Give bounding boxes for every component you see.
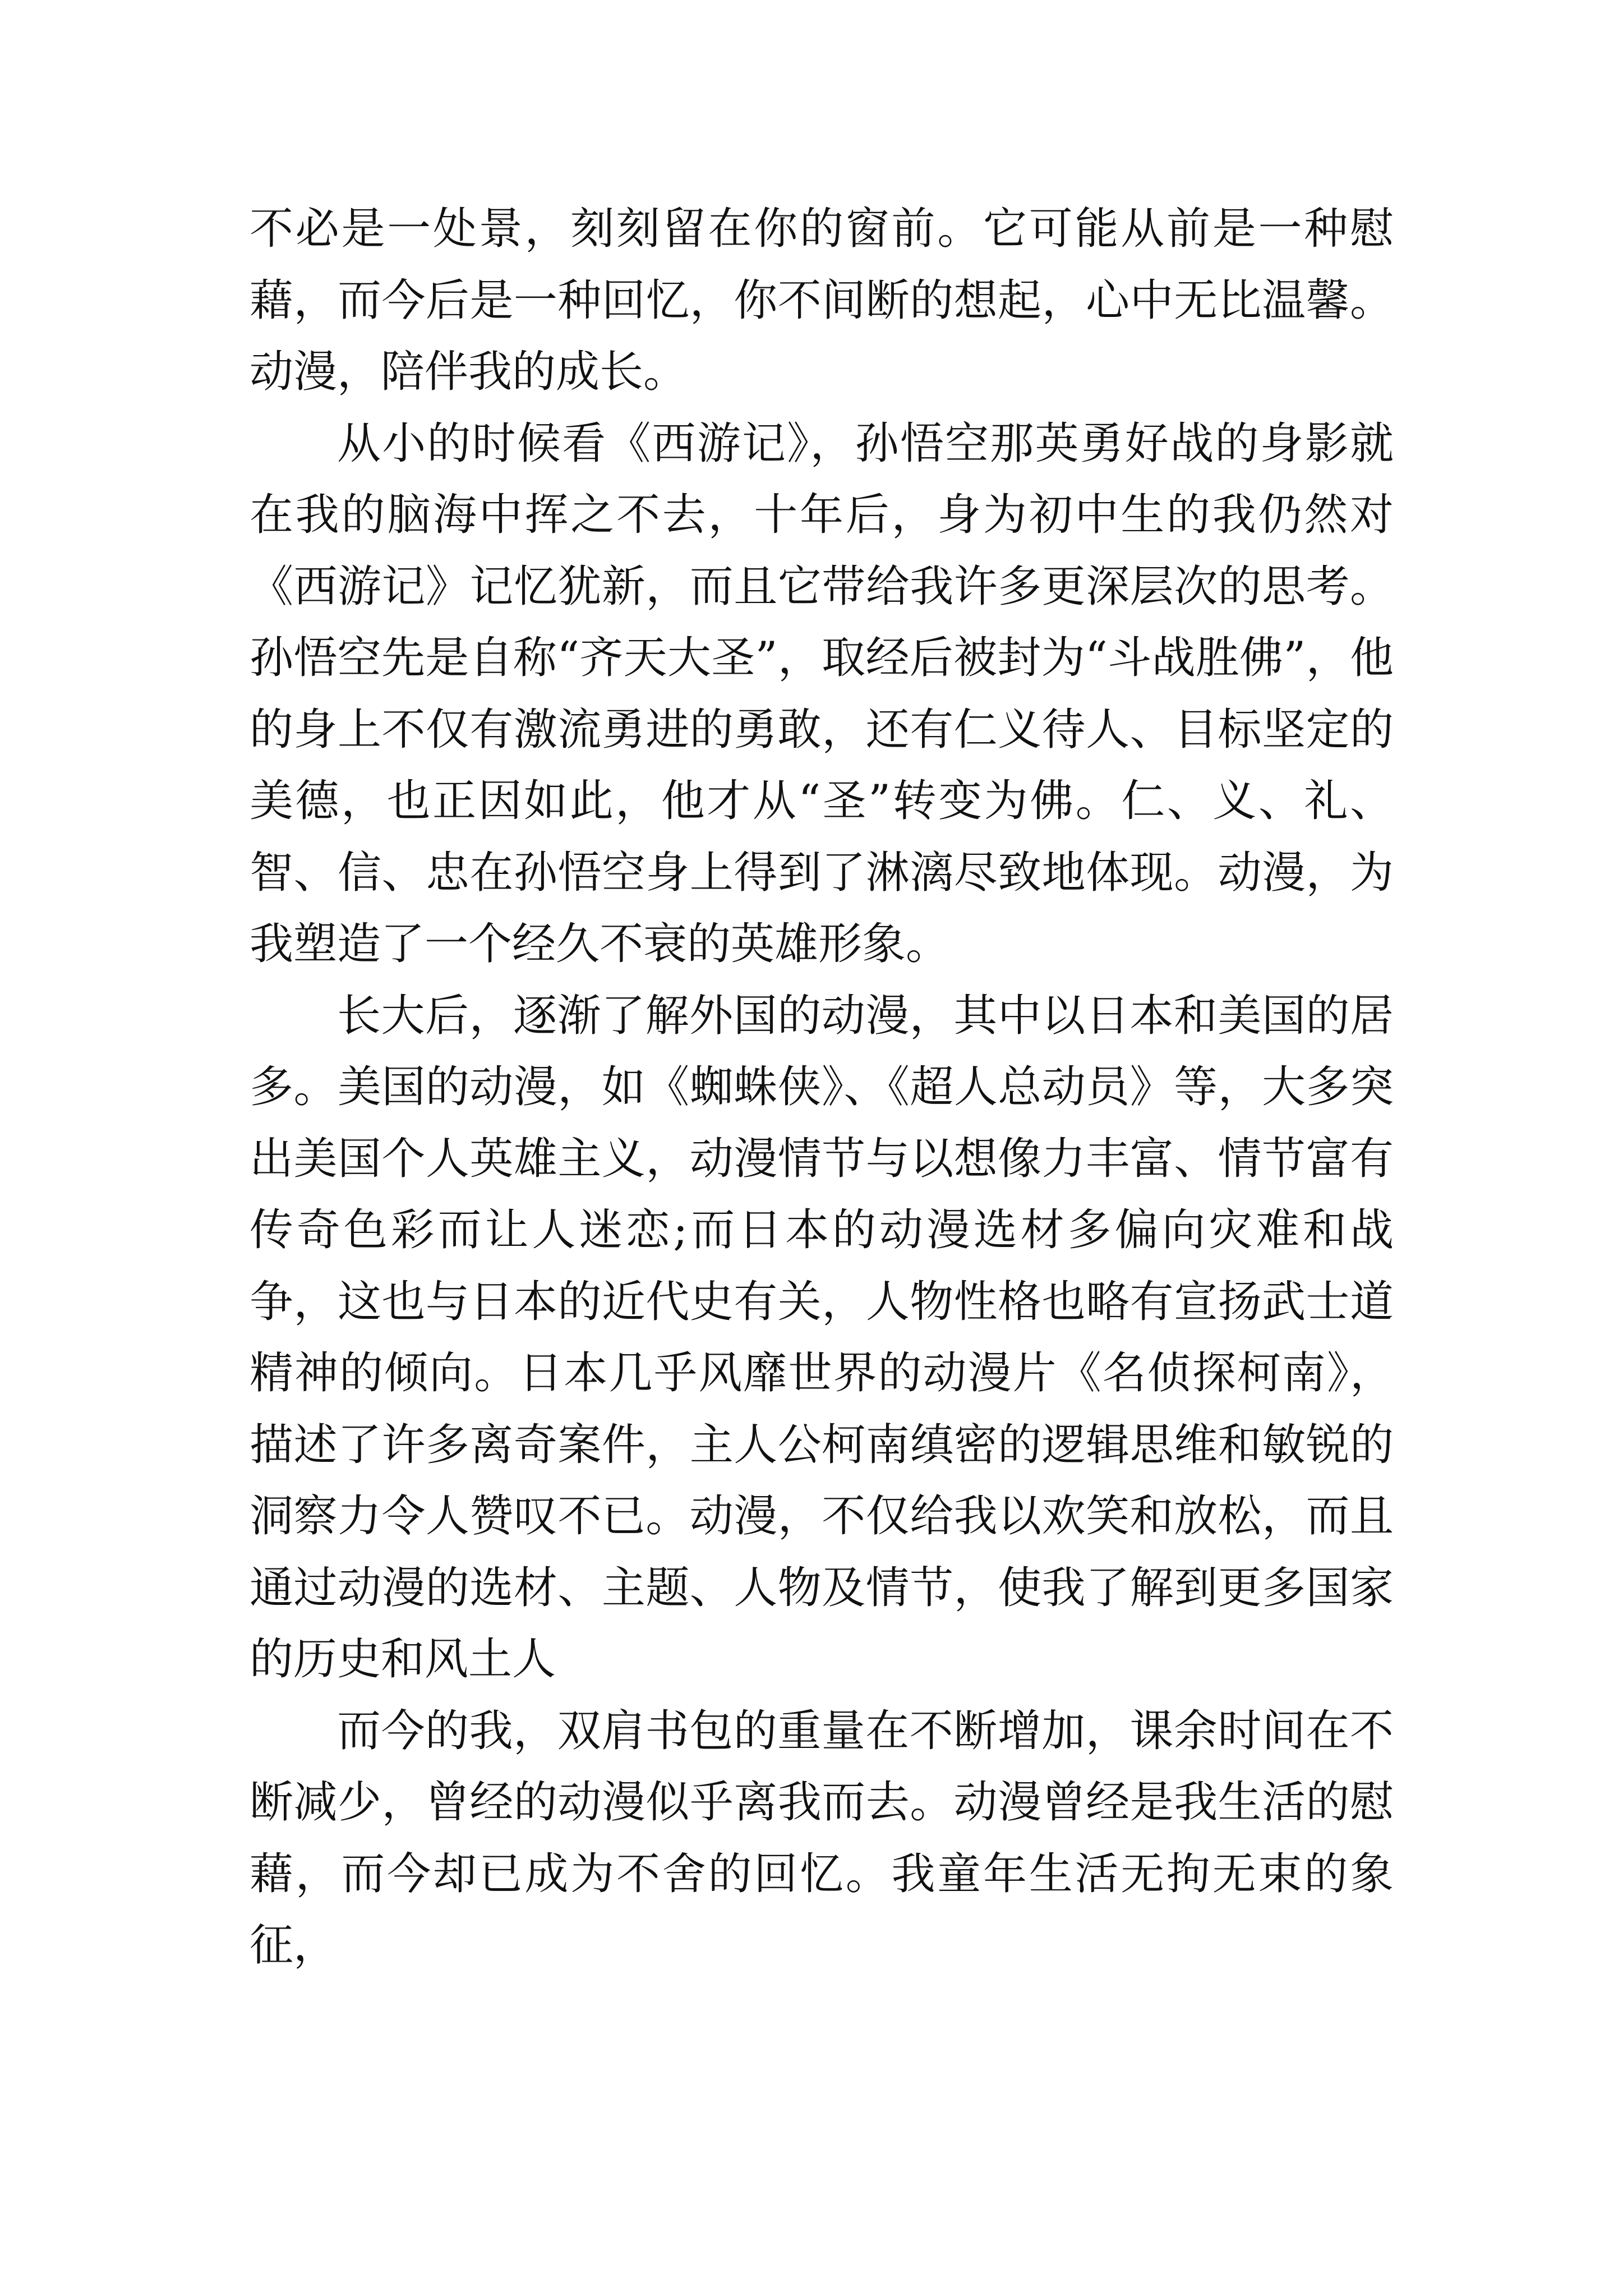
paragraph-4: 而今的我，双肩书包的重量在不断增加，课余时间在不断减少，曾经的动漫似乎离我而去。动漫曾经是我生活的慰藉，而今却已成为不舍的回忆。我童年生活无拘无束的象征， [250, 1705, 1394, 1971]
body-text [250, 194, 1394, 1982]
paragraph-2: 从小的时候看《西游记》，孙悟空那英勇好战的身影就在我的脑海中挥之不去，十年后，身为初中生的我仍然对《西游记》记忆犹新，而且它带给我许多更深层次的思考。孙悟空先是自称“齐天大圣”，取经后被封为“斗战胜佛”，他的身上不仅有激流勇进的勇敢，还有仁义待人、目标坚定的美德，也正因如此，他才从“圣”转变为佛。仁、义、礼、智、信、忠在孙悟空身上得到了淋漓尽致地体现。动漫，为我塑造了一个经久不衰的英雄形象。 [250, 418, 1394, 969]
paragraph-1: 不必是一处景，刻刻留在你的窗前。它可能从前是一种慰藉，而今后是一种回忆，你不间断的想起，心中无比温馨。动漫，陪伴我的成长。 [250, 204, 1394, 397]
paragraph-3: 长大后，逐渐了解外国的动漫，其中以日本和美国的居多。美国的动漫，如《蜘蛛侠》、《超人总动员》等，大多突出美国个人英雄主义，动漫情节与以想像力丰富、情节富有传奇色彩而让人迷恋;而日本的动漫选材多偏向灾难和战争，这也与日本的近代史有关，人物性格也略有宣扬武士道精神的倾向。日本几乎风靡世界的动漫片《名侦探柯南》，描述了许多离奇案件，主人公柯南缜密的逻辑思维和敏锐的洞察力令人赞叹不已。动漫，不仅给我以欢笑和放松，而且通过动漫的选材、主题、人物及情节，使我了解到更多国家的历史和风土人 [250, 990, 1394, 1685]
